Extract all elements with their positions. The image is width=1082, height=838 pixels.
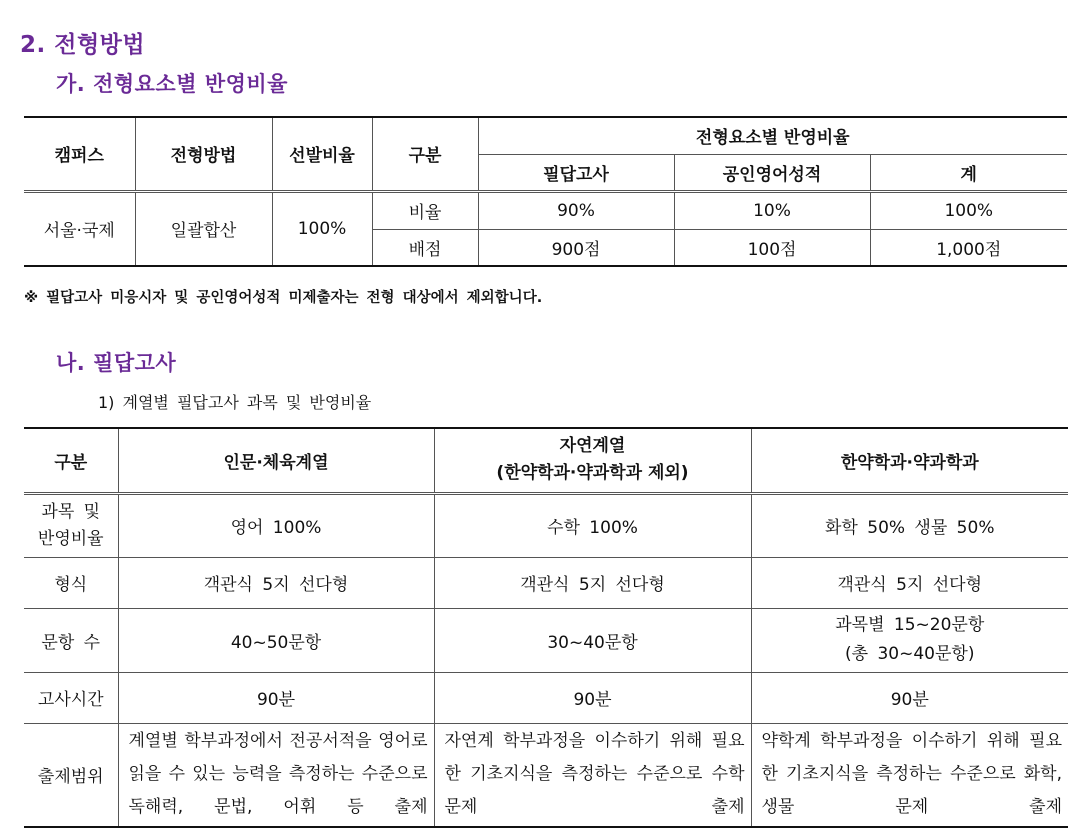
subject-pharmacy: 화학 50% 생물 50% (751, 493, 1068, 557)
scope-pharmacy: 약학계 학부과정을 이수하기 위해 필요한 기초지식을 측정하는 수준으로 화학, 생물 문제 출제 (751, 723, 1068, 827)
row-label-score: 배점 (372, 229, 478, 266)
subsection-a-title: 가. 전형요소별 반영비율 (56, 72, 288, 96)
count-pharmacy (751, 608, 1068, 672)
time-pharmacy: 90분 (751, 672, 1068, 723)
written-score: 900점 (478, 229, 674, 266)
exam-header-natural (434, 428, 751, 493)
row-label-subject (24, 493, 118, 557)
subject-humanities: 영어 100% (118, 493, 434, 557)
total-ratio: 100% (870, 191, 1067, 229)
subject-natural: 수학 100% (434, 493, 751, 557)
header-total: 계 (870, 154, 1067, 191)
row-label-time: 고사시간 (24, 672, 118, 723)
format-natural: 객관식 5지 선다형 (434, 557, 751, 608)
row-label-scope: 출제범위 (24, 723, 118, 827)
row-label-subject-line1: 과목 및 (41, 501, 101, 522)
count-natural: 30~40문항 (434, 608, 751, 672)
header-english: 공인영어성적 (674, 154, 870, 191)
method-cell: 일괄합산 (135, 191, 272, 266)
count-pharmacy-line1: 과목별 15~20문항 (835, 615, 985, 635)
ratio-cell: 100% (272, 191, 372, 266)
section-title: 2. 전형방법 (20, 32, 146, 58)
format-humanities: 객관식 5지 선다형 (118, 557, 434, 608)
exam-header-category: 구분 (24, 428, 118, 493)
written-ratio: 90% (478, 191, 674, 229)
row-label-ratio: 비율 (372, 191, 478, 229)
header-group: 전형요소별 반영비율 (478, 117, 1067, 154)
total-score: 1,000점 (870, 229, 1067, 266)
header-method: 전형방법 (135, 117, 272, 191)
count-pharmacy-line2: (총 30~40문항) (845, 644, 975, 664)
subsection-b-title: 나. 필답고사 (56, 351, 177, 375)
header-category: 구분 (372, 117, 478, 191)
header-campus: 캠퍼스 (24, 117, 135, 191)
exam-header-humanities: 인문·체육계열 (118, 428, 434, 493)
scope-humanities: 계열별 학부과정에서 전공서적을 영어로 읽을 수 있는 능력을 측정하는 수준으로 독해력, 문법, 어휘 등 출제 (118, 723, 434, 827)
row-label-count: 문항 수 (24, 608, 118, 672)
campus-cell: 서울·국제 (24, 191, 135, 266)
header-written: 필답고사 (478, 154, 674, 191)
header-ratio: 선발비율 (272, 117, 372, 191)
time-humanities: 90분 (118, 672, 434, 723)
subsection-b-subheading: 1) 계열별 필답고사 과목 및 반영비율 (98, 393, 372, 412)
format-pharmacy: 객관식 5지 선다형 (751, 557, 1068, 608)
exam-header-natural-line2: (한약학과·약과학과 제외) (496, 463, 689, 484)
scope-natural: 자연계 학부과정을 이수하기 위해 필요한 기초지식을 측정하는 수준으로 수학 문제 출제 (434, 723, 751, 827)
count-humanities: 40~50문항 (118, 608, 434, 672)
selection-ratio-table (24, 116, 1067, 267)
exam-header-pharmacy: 한약학과·약과학과 (751, 428, 1068, 493)
english-ratio: 10% (674, 191, 870, 229)
exam-header-natural-line1: 자연계열 (559, 436, 626, 457)
written-exam-table (24, 427, 1068, 828)
time-natural: 90분 (434, 672, 751, 723)
row-label-format: 형식 (24, 557, 118, 608)
english-score: 100점 (674, 229, 870, 266)
row-label-subject-line2: 반영비율 (37, 528, 104, 549)
exclusion-note: ※ 필답고사 미응시자 및 공인영어성적 미제출자는 전형 대상에서 제외합니다. (24, 290, 543, 306)
